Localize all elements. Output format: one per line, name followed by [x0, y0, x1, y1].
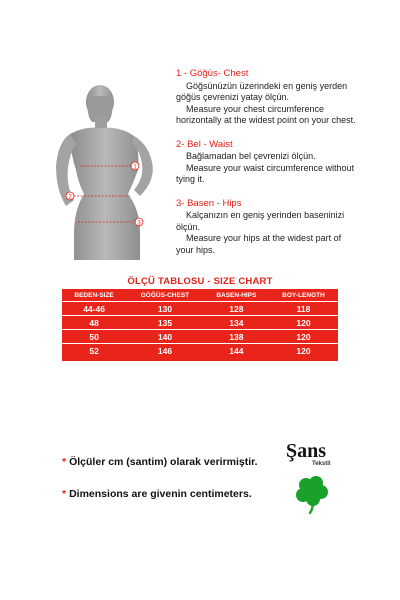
table-row [62, 330, 338, 344]
header-chest: GÖĞÜS-CHEST [126, 289, 204, 302]
cell-chest: 146 [157, 345, 173, 356]
instruction-hips-line: ölçün. [176, 221, 201, 232]
note-star: * [62, 456, 67, 468]
note-text: Ölçüler cm (santim) olarak verirmiştir. [69, 456, 258, 468]
marker-waist [66, 192, 74, 200]
instruction-waist-title: 2- Bel - Waist [176, 138, 233, 150]
cell-length: 120 [269, 330, 338, 344]
size-chart-header-row [62, 289, 338, 302]
instruction-chest-line: göğüs çevrenizi yatay ölçün. [176, 92, 290, 102]
table-row [62, 302, 338, 316]
instruction-hips-line: Measure your hips at the widest part of [186, 233, 342, 243]
note-units-en [62, 488, 258, 500]
brand-name: Şans [286, 440, 327, 462]
table-row [62, 344, 338, 362]
size-chart-title: ÖLÇÜ TABLOSU - SIZE CHART [127, 276, 273, 287]
cell-chest: 130 [126, 302, 204, 316]
cell-length: 120 [269, 316, 338, 330]
instruction-chest-title: 1 - Göğüs- Chest [176, 68, 249, 79]
instruction-waist-line: Bağlamadan bel çevrenizi ölçün. [186, 151, 316, 161]
instruction-hips-line: your hips. [176, 244, 216, 255]
marker-hips [135, 218, 143, 226]
instruction-chest-line: Göğsünüzün üzerindeki en geniş yerden [186, 80, 348, 91]
cell-size: 44-46 [62, 302, 126, 316]
instruction-hips-title: 3- Basen - Hips [176, 197, 242, 209]
instruction-waist-line: Measure your waist circumference without [186, 162, 355, 173]
marker-chest [131, 162, 139, 170]
brand-subtitle: Tekstil [312, 461, 331, 467]
instruction-waist [176, 139, 390, 186]
measurement-instructions [176, 68, 390, 268]
cell-length: 120 [296, 345, 311, 356]
body-silhouette [56, 85, 153, 260]
cell-size: 52 [89, 345, 99, 356]
cell-length: 118 [269, 302, 338, 316]
instruction-hips [176, 198, 390, 257]
cell-hips: 138 [204, 330, 269, 344]
instruction-chest [176, 68, 390, 127]
notes [62, 456, 258, 520]
cell-chest: 140 [126, 330, 204, 344]
clover-icon [292, 474, 332, 514]
cell-hips: 144 [229, 345, 244, 356]
body-measurement-figure [48, 82, 168, 262]
instruction-chest-line: horizontally at the widest point on your chest. [176, 115, 356, 125]
cell-size: 48 [62, 316, 126, 330]
cell-hips: 128 [204, 302, 269, 316]
header-size: BEDEN-SIZE [62, 289, 126, 302]
header-length: BOY-LENGTH [269, 289, 338, 302]
marker-hips-label: 3 [137, 220, 141, 227]
cell-size: 50 [62, 330, 126, 344]
table-row [62, 316, 338, 330]
marker-waist-label: 2 [68, 194, 72, 201]
instruction-waist-line: tying it. [176, 174, 205, 184]
note-star: * [62, 488, 67, 500]
brand-logo [282, 440, 346, 520]
instruction-chest-line: Measure your chest circumference [186, 103, 325, 114]
note-text: Dimensions are givenin centimeters. [69, 488, 252, 500]
instruction-hips-line: Kalçanızın en geniş yerinden baseninizi [186, 210, 345, 220]
cell-chest: 135 [126, 316, 204, 330]
size-chart-table [62, 289, 338, 361]
marker-chest-label: 1 [133, 164, 137, 171]
header-hips: BASEN-HIPS [204, 289, 269, 302]
note-units-tr [62, 456, 258, 468]
cell-hips: 134 [204, 316, 269, 330]
